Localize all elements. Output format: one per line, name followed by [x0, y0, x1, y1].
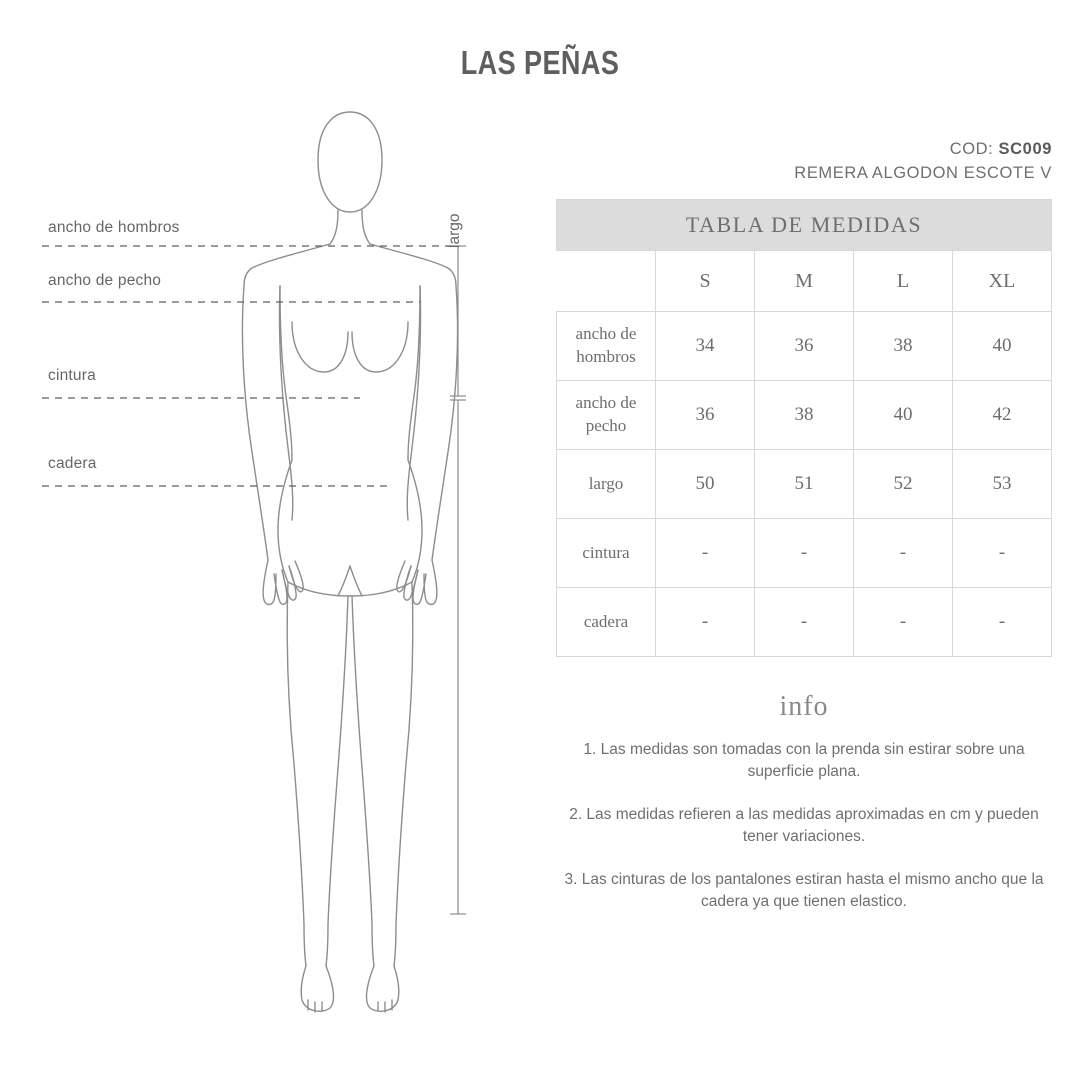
- row-label-length: largo: [557, 450, 656, 519]
- product-code-value: SC009: [998, 140, 1052, 158]
- table-row: [557, 312, 1052, 381]
- cell-waist-l: -: [854, 519, 953, 588]
- product-code-label: COD:: [949, 140, 994, 158]
- cell-shoulders-m: 36: [755, 312, 854, 381]
- column-header-l: L: [854, 251, 953, 312]
- cell-hip-l: -: [854, 588, 953, 657]
- cell-shoulders-s: 34: [656, 312, 755, 381]
- row-label-waist: cintura: [557, 519, 656, 588]
- figure-label-length: largo: [446, 213, 463, 248]
- table-row: [557, 588, 1052, 657]
- page-title: LAS PEÑAS: [460, 44, 620, 81]
- cell-length-xl: 53: [953, 450, 1052, 519]
- cell-waist-m: -: [755, 519, 854, 588]
- column-header-s: S: [656, 251, 755, 312]
- table-row: [557, 519, 1052, 588]
- cell-waist-xl: -: [953, 519, 1052, 588]
- column-header-m: M: [755, 251, 854, 312]
- table-caption: TABLA DE MEDIDAS: [557, 200, 1052, 251]
- figure-label-shoulders: ancho de hombros: [48, 219, 180, 236]
- cell-length-m: 51: [755, 450, 854, 519]
- cell-shoulders-l: 38: [854, 312, 953, 381]
- size-info-panel: [556, 140, 1052, 934]
- cell-shoulders-xl: 40: [953, 312, 1052, 381]
- figure-label-chest: ancho de pecho: [48, 272, 162, 289]
- cell-hip-s: -: [656, 588, 755, 657]
- size-chart-table: [556, 199, 1052, 657]
- cell-waist-s: -: [656, 519, 755, 588]
- row-label-chest: ancho de pecho: [557, 381, 656, 450]
- table-header-row: [557, 251, 1052, 312]
- cell-chest-xl: 42: [953, 381, 1052, 450]
- figure-label-waist: cintura: [48, 367, 96, 384]
- row-label-hip: cadera: [557, 588, 656, 657]
- info-item-1: 1. Las medidas son tomadas con la prenda sin estirar sobre una superficie plana.: [583, 741, 1025, 781]
- cell-hip-m: -: [755, 588, 854, 657]
- cell-hip-xl: -: [953, 588, 1052, 657]
- product-description: REMERA ALGODON ESCOTE V: [794, 164, 1052, 182]
- table-corner-cell: [557, 251, 656, 312]
- table-row: [557, 381, 1052, 450]
- measurement-figure-panel: [30, 100, 530, 1020]
- column-header-xl: XL: [953, 251, 1052, 312]
- table-row: [557, 450, 1052, 519]
- cell-chest-l: 40: [854, 381, 953, 450]
- cell-length-l: 52: [854, 450, 953, 519]
- info-heading: info: [779, 691, 829, 722]
- info-item-3: 3. Las cinturas de los pantalones estiran hasta el mismo ancho que la cadera ya que tienen elastico.: [564, 870, 1044, 911]
- cell-length-s: 50: [656, 450, 755, 519]
- cell-chest-s: 36: [656, 381, 755, 450]
- cell-chest-m: 38: [755, 381, 854, 450]
- figure-label-hip: cadera: [48, 455, 97, 472]
- info-item-2: 2. Las medidas refieren a las medidas aproximadas en cm y pueden tener variaciones.: [569, 805, 1039, 846]
- row-label-shoulders: ancho de hombros: [557, 312, 656, 381]
- product-code: [556, 140, 1052, 159]
- info-list: [556, 739, 1052, 914]
